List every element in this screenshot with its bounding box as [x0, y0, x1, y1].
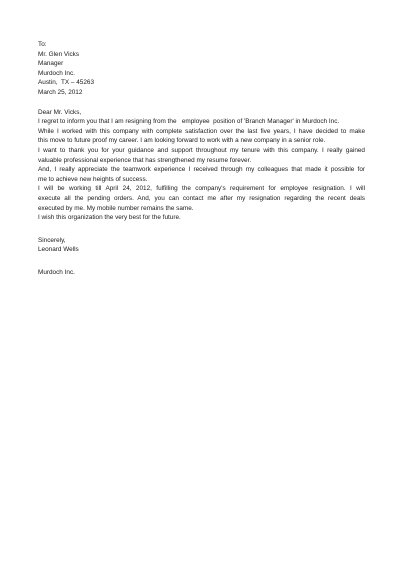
sender-name: Leonard Wells [38, 246, 79, 254]
recipient-company: Murdoch Inc. [38, 69, 75, 77]
letter-body [38, 117, 365, 223]
recipient-name: Mr. Glen Vicks [38, 50, 80, 58]
letter-date: March 25, 2012 [38, 88, 83, 96]
body-paragraph-5-line-3: executed by me. My mobile number remains the same. [38, 204, 194, 212]
body-paragraph-6: I wish this organization the very best for the future. [38, 214, 181, 222]
body-paragraph-4-line-2: me to achieve new heights of success. [38, 175, 148, 183]
to-label: To: [38, 41, 47, 48]
body-paragraph-4-line-1: And, I really appreciate the teamwork experience I received through my colleagues that made it possible for [38, 166, 365, 174]
recipient-city: Austin, TX – 45263 [38, 79, 95, 87]
body-paragraph-2-line-2: this move to future proof my career. I am looking forward to work with a new company in a senior role. [38, 137, 326, 145]
sign-off: Sincerely, [38, 236, 66, 244]
resignation-letter [38, 40, 365, 277]
body-paragraph-5-line-2: execute all the pending orders. And, you can contact me after my resignation regarding the recent deals [38, 194, 365, 202]
recipient-title: Manager [38, 60, 64, 68]
body-paragraph-2-line-1: While I worked with this company with complete satisfaction over the last five years, I have decided to make [38, 127, 365, 135]
sender-company: Murdoch Inc. [38, 268, 75, 276]
recipient-block [38, 40, 365, 98]
body-paragraph-5-line-1: I will be working till April 24, 2012, fulfilling the company's requirement for employee resignation. I will [38, 185, 365, 193]
salutation: Dear Mr. Vicks, [38, 108, 82, 116]
body-paragraph-3-line-1: I want to thank you for your guidance and support throughout my tenure with this company. I really gained [38, 146, 365, 154]
body-paragraph-1: I regret to inform you that I am resigning from the employee position of 'Branch Manager' in Murdoch Inc. [38, 118, 340, 126]
body-paragraph-3-line-2: valuable professional experience that has strengthened my resume forever. [38, 156, 252, 164]
closing-block [38, 236, 365, 278]
